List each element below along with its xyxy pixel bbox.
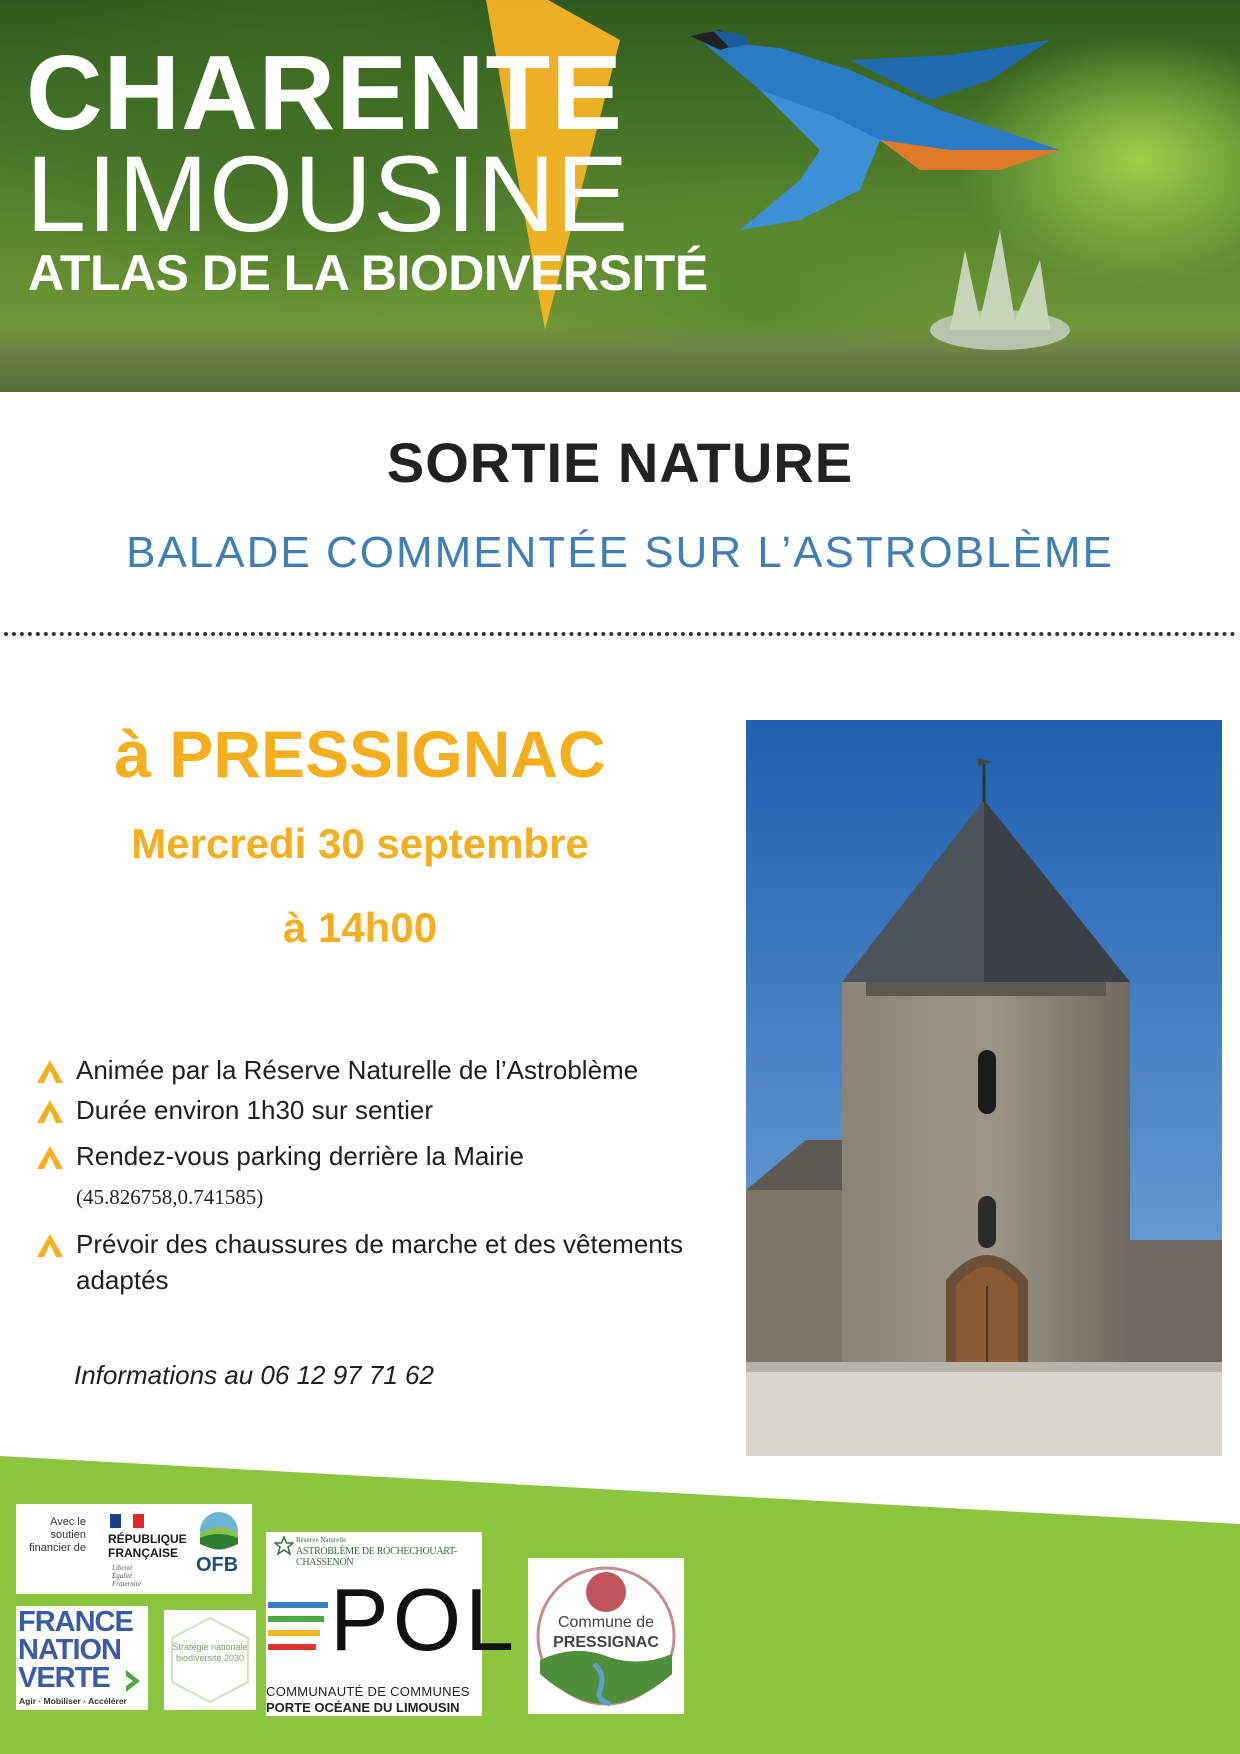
triangle-bullet-icon bbox=[36, 1232, 64, 1258]
fnv-line2: NATION bbox=[18, 1634, 122, 1666]
fnv-line3: VERTE bbox=[18, 1662, 110, 1694]
reserve-name: ASTROBLÈME DE ROCHECHOUART-CHASSENON bbox=[296, 1546, 457, 1568]
commune-line2: PRESSIGNAC bbox=[553, 1634, 659, 1651]
pol-communaute-logo bbox=[266, 1532, 519, 1716]
event-title: SORTIE NATURE bbox=[386, 431, 854, 494]
brand-charente: CHARENTE bbox=[26, 34, 623, 152]
pol-line2: PORTE OCÉANE DU LIMOUSIN bbox=[266, 1700, 460, 1715]
fnv-tagline: Agir · Mobiliser · Accélérer bbox=[19, 1696, 127, 1706]
contact-info: Informations au 06 12 97 71 62 bbox=[74, 1360, 434, 1390]
details-list bbox=[36, 1052, 716, 1298]
event-place: à PRESSIGNAC bbox=[114, 717, 606, 791]
ofb-emblem-icon bbox=[198, 1510, 240, 1552]
commune-line1: Commune de bbox=[557, 1614, 655, 1631]
event-date: Mercredi 30 septembre bbox=[131, 820, 589, 867]
reserve-star-icon bbox=[274, 1536, 294, 1556]
event-time: à 14h00 bbox=[282, 904, 438, 951]
triangle-bullet-icon bbox=[36, 1098, 64, 1124]
bullet-text: Durée environ 1h30 sur sentier bbox=[76, 1095, 433, 1125]
brand-limousine: LIMOUSINE bbox=[26, 133, 630, 254]
gps-coordinates: (45.826758,0.741585) bbox=[76, 1185, 264, 1209]
pol-stripes-icon bbox=[268, 1588, 330, 1668]
header-banner bbox=[0, 0, 1240, 392]
support-text: Avec le soutien financier de bbox=[29, 1516, 86, 1554]
bullet-text: Rendez-vous parking derrière la Mairie bbox=[76, 1141, 524, 1171]
church-photo bbox=[746, 720, 1222, 1456]
fnv-line1: FRANCE bbox=[18, 1606, 133, 1638]
strategie-text: Stratégie nationale biodiversité 2030 bbox=[172, 1642, 248, 1663]
triangle-bullet-icon bbox=[36, 1058, 64, 1084]
triangle-bullet-icon bbox=[36, 1144, 64, 1170]
republique-name: RÉPUBLIQUE FRANÇAISE bbox=[108, 1532, 187, 1560]
list-item bbox=[36, 1226, 716, 1298]
brand-atlas: ATLAS DE LA BIODIVERSITÉ bbox=[28, 245, 708, 301]
pol-wordmark: POL bbox=[330, 1570, 519, 1669]
french-flag-icon bbox=[110, 1514, 144, 1528]
pol-line1: COMMUNAUTÉ DE COMMUNES bbox=[266, 1684, 470, 1699]
republique-motto: Liberté Égalité Fraternité bbox=[112, 1564, 141, 1588]
list-item bbox=[36, 1092, 716, 1128]
france-nation-verte-logo bbox=[16, 1606, 148, 1710]
list-item bbox=[36, 1138, 716, 1174]
event-subtitle: BALADE COMMENTÉE SUR L’ASTROBLÈME bbox=[126, 528, 1114, 577]
commune-pressignac-logo bbox=[528, 1558, 684, 1714]
list-item bbox=[36, 1052, 716, 1088]
reserve-small-text: Réserve Naturelle bbox=[296, 1536, 347, 1544]
bullet-text: Prévoir des chaussures de marche et des vêtements adaptés bbox=[76, 1229, 683, 1295]
bullet-text: Animée par la Réserve Naturelle de l’Astroblème bbox=[76, 1055, 639, 1085]
republique-francaise-logo bbox=[16, 1504, 252, 1594]
strategie-biodiversite-logo bbox=[164, 1610, 256, 1710]
chevron-right-icon bbox=[124, 1670, 142, 1692]
ofb-label: OFB bbox=[196, 1554, 239, 1576]
dotted-divider bbox=[4, 632, 1236, 636]
